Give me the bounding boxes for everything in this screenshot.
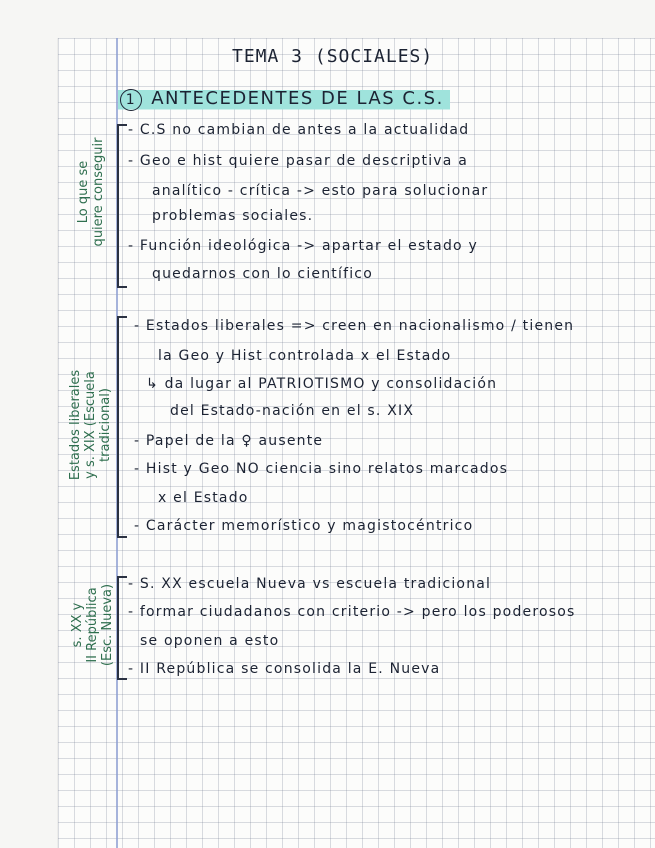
note-line: - II República se consolida la E. Nueva: [128, 661, 441, 677]
page-title: TEMA 3 (SOCIALES): [232, 46, 434, 67]
note-line: analítico - crítica -> esto para solucionar: [152, 183, 489, 199]
note-line: - C.S no cambian de antes a la actualidad: [128, 122, 470, 138]
note-line: - formar ciudadanos con criterio -> pero los poderosos: [128, 604, 576, 620]
section-1-side-label: Lo que se quiere conseguir: [76, 137, 106, 247]
note-line: - Hist y Geo NO ciencia sino relatos marcados: [134, 461, 509, 477]
section-1-bracket: [117, 124, 127, 288]
note-line: quedarnos con lo científico: [152, 266, 373, 282]
section-2-side-label: Estados liberales y s. XIX (Escuela tradicional): [68, 369, 113, 481]
note-line: se oponen a esto: [140, 633, 280, 649]
note-line: del Estado-nación en el s. XIX: [170, 403, 415, 419]
note-line: - Estados liberales => creen en nacionalismo / tienen: [134, 318, 575, 334]
section-3-bracket: [117, 576, 127, 680]
note-line: problemas sociales.: [152, 208, 314, 224]
section-3-side-label: s. XX y II República (Esc. Nueva): [70, 583, 115, 667]
heading-number: 1: [120, 89, 142, 111]
note-line: x el Estado: [158, 490, 249, 506]
section-2-bracket: [117, 316, 127, 538]
note-line: - S. XX escuela Nueva vs escuela tradicional: [128, 576, 492, 592]
heading-text: ANTECEDENTES DE LAS C.S.: [151, 88, 444, 109]
note-line: - Carácter memorístico y magistocéntrico: [134, 518, 474, 534]
note-line: - Función ideológica -> apartar el estado y: [128, 238, 478, 254]
note-line: - Geo e hist quiere pasar de descriptiva a: [128, 153, 469, 169]
note-line: - Papel de la ♀ ausente: [134, 433, 324, 449]
note-line: ↳ da lugar al PATRIOTISMO y consolidación: [146, 376, 498, 392]
note-line: la Geo y Hist controlada x el Estado: [158, 348, 452, 364]
section-heading: [118, 88, 450, 111]
